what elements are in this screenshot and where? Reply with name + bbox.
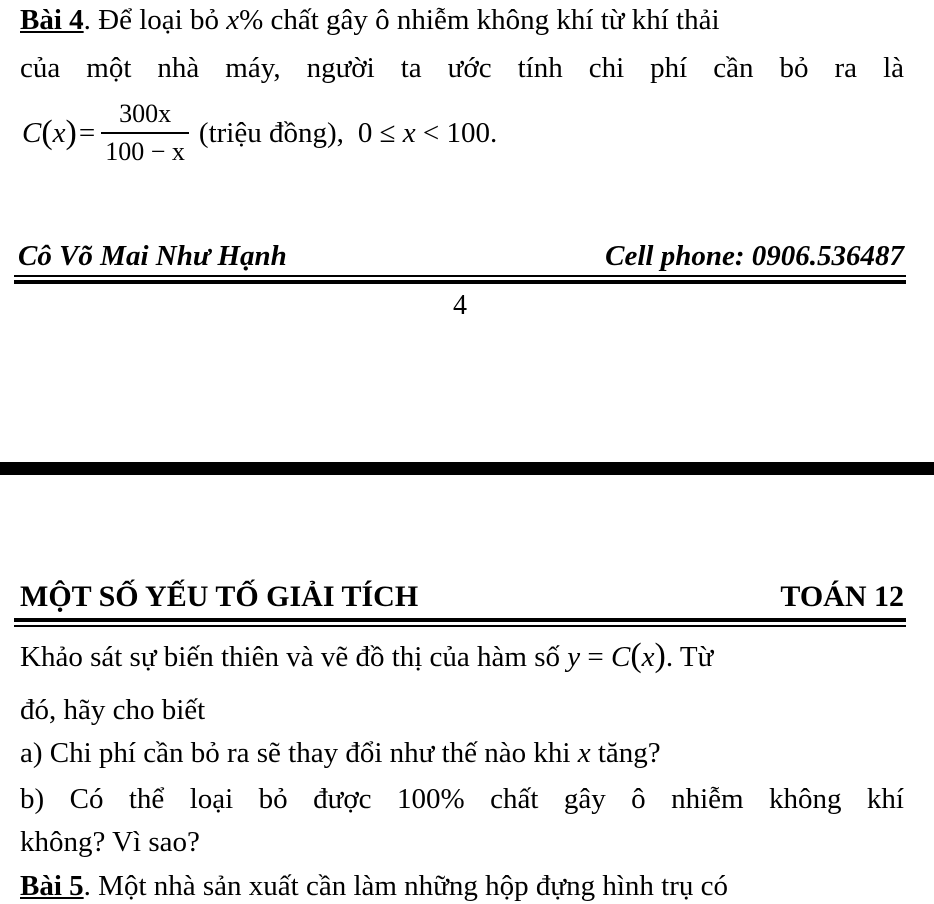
continuation-var-x: x xyxy=(641,641,655,673)
question-a-pre: a) Chi phí cần bỏ ra sẽ thay đổi như thế nào khi xyxy=(20,737,578,769)
formula-domain-lhs: 0 ≤ xyxy=(357,116,403,149)
problem5-label: Bài 5 xyxy=(20,870,84,902)
footer-author: Cô Võ Mai Như Hạnh xyxy=(18,240,287,272)
problem5-text: . Một nhà sản xuất cần làm những hộp đựng hình trụ có xyxy=(83,870,729,902)
cost-formula xyxy=(22,96,497,170)
page-separator xyxy=(0,462,934,475)
continuation-var-y: y xyxy=(567,641,581,673)
continuation-line2: đó, hãy cho biết xyxy=(20,694,206,726)
continuation-func-c: C xyxy=(611,641,631,673)
formula-func-c: C xyxy=(22,116,42,149)
formula-equals: = xyxy=(78,116,96,149)
formula-numerator: 300x xyxy=(119,99,172,128)
continuation-line1-tail: . Từ xyxy=(665,641,714,673)
header-rule-top xyxy=(14,618,906,622)
header-rule-bottom xyxy=(14,625,906,627)
page-header xyxy=(20,578,904,616)
continuation-paren-close: ) xyxy=(654,637,666,674)
page-number: 4 xyxy=(453,290,467,321)
header-title: MỘT SỐ YẾU TỐ GIẢI TÍCH xyxy=(20,580,419,613)
problem4-label: Bài 4 xyxy=(20,4,84,36)
header-subject: TOÁN 12 xyxy=(780,580,904,613)
problem4-line2: của một nhà máy, người ta ước tính chi phí cần bỏ ra là xyxy=(20,52,904,84)
continuation-eq: = xyxy=(580,641,611,673)
question-a xyxy=(20,735,904,771)
problem4-line1 xyxy=(20,2,904,38)
page-footer xyxy=(18,238,904,274)
formula-paren-close: ) xyxy=(65,114,77,151)
question-a-post: tăng? xyxy=(590,737,661,769)
continuation-line1-text: Khảo sát sự biến thiên và vẽ đồ thị của hàm số xyxy=(20,641,568,673)
question-a-var: x xyxy=(577,737,591,769)
footer-phone: Cell phone: 0906.536487 xyxy=(605,240,904,272)
formula-var-x: x xyxy=(52,116,66,149)
formula-unit: (triệu đồng), xyxy=(198,116,344,149)
formula-paren-open: ( xyxy=(41,114,53,151)
problem4-line1-tail: % chất gây ô nhiễm không khí từ khí thải xyxy=(239,4,720,36)
question-b-line1: b) Có thể loại bỏ được 100% chất gây ô nhiễm không khí xyxy=(20,783,904,815)
continuation-line1 xyxy=(20,638,904,675)
formula-domain-var: x xyxy=(402,116,416,149)
problem4-var-x: x xyxy=(226,4,240,36)
question-b-line2: không? Vì sao? xyxy=(20,826,200,858)
footer-rule-bottom xyxy=(14,280,906,284)
formula-fraction xyxy=(101,99,189,167)
footer-rule-top xyxy=(14,275,906,277)
formula-denominator: 100 − x xyxy=(101,132,189,167)
continuation-paren-open: ( xyxy=(630,637,642,674)
problem4-line1-text: . Để loại bỏ xyxy=(83,4,227,36)
formula-domain-rhs: < 100. xyxy=(415,116,498,149)
problem5-line1 xyxy=(20,868,904,904)
